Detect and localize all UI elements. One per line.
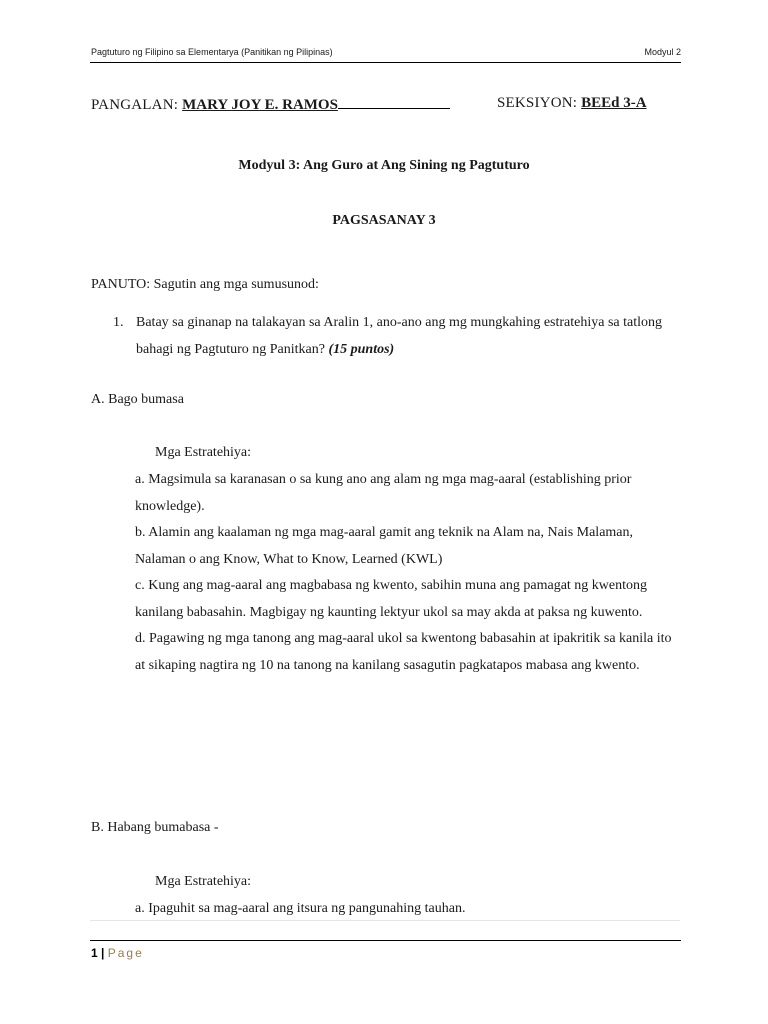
name-underline	[338, 94, 450, 109]
list-item: d. Pagawing ng mga tanong ang mag-aaral ukol sa kwentong babasahin at ipakritik sa kanila ito at sikaping nagtira ng 10 na tanong na kanilang sasagutin pagkatapos mabasa ang kwento.	[135, 631, 672, 673]
section-value: BEEd 3-A	[581, 95, 647, 111]
page-number: 1	[91, 946, 98, 960]
instructions: PANUTO: Sagutin ang mga sumusunod:	[91, 277, 319, 292]
page-label: Page	[107, 946, 144, 960]
name-label: PANGALAN:	[91, 97, 179, 113]
page-footer	[91, 946, 144, 960]
page-header	[91, 47, 681, 63]
footer-divider	[90, 940, 681, 941]
name-field	[91, 94, 450, 114]
list-item: b. Alamin ang kaalaman ng mga mag-aaral gamit ang teknik na Alam na, Nais Malaman, Nalaman o ang Know, What to Know, Learned (KWL)	[135, 525, 634, 567]
section-a-heading: A. Bago bumasa	[91, 392, 184, 407]
text-boundary-line	[90, 920, 680, 921]
section-a-strategies-label: Mga Estratehiya:	[155, 445, 252, 460]
module-title: Modyul 3: Ang Guro at Ang Sining ng Pagtuturo	[238, 158, 530, 173]
list-item: a. Ipaguhit sa mag-aaral ang itsura ng pangunahing tauhan.	[135, 901, 466, 916]
question-number: 1.	[113, 315, 124, 330]
section-a-list	[135, 467, 680, 679]
exercise-title: PAGSASANAY 3	[332, 213, 436, 228]
list-item: a. Magsimula sa karanasan o sa kung ano ang alam ng mga mag-aaral (establishing prior knowledge).	[135, 472, 632, 514]
section-b-heading: B. Habang bumabasa -	[91, 820, 219, 835]
section-b-strategies-label: Mga Estratehiya:	[155, 874, 252, 889]
header-divider	[90, 62, 681, 63]
list-item: c. Kung ang mag-aaral ang magbabasa ng kwento, sabihin muna ang pamagat ng kwentong kanilang babasahin. Magbigay ng kaunting lektyur ukol sa may akda at paksa ng kuwento.	[135, 578, 648, 620]
name-value: MARY JOY E. RAMOS	[182, 97, 338, 113]
header-module-label: Modyul 2	[644, 47, 681, 57]
question-body: Batay sa ginanap na talakayan sa Aralin 1, ano-ano ang mg mungkahing estratehiya sa tatlong bahagi ng Pagtuturo ng Panitkan?	[136, 315, 663, 357]
section-field	[497, 94, 647, 112]
question-text	[136, 310, 676, 363]
question-points: (15 puntos)	[328, 341, 395, 357]
footer-separator: |	[101, 946, 105, 960]
header-course-title: Pagtuturo ng Filipino sa Elementarya (Panitikan ng Pilipinas)	[91, 47, 333, 57]
section-label: SEKSIYON:	[497, 95, 578, 111]
